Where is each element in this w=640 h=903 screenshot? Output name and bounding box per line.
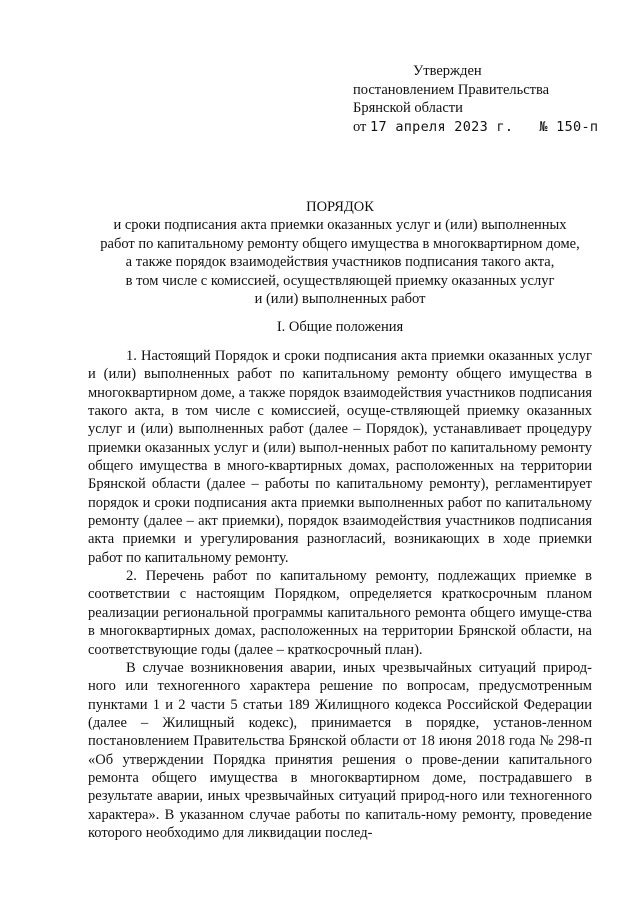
paragraph: 1. Настоящий Порядок и сроки подписания акта приемки оказанных услуг и (или) выполненных работ по капитальному ремонту общего имущества в многоквартирном доме, а также порядок взаимодействия участников подписания такого акта, в том числе с комиссией, осуще-ствляющей приемку оказанных услуг и (или) выполненных работ (далее – Порядок), устанавливает процедуру приемки оказанных услуг и (или) выпол-ненных работ по капитальному ремонту общего имущества в много-квартирных домах, расположенных на территории Брянской области (далее – работы по капитальному ремонту), регламентирует порядок и сроки подписания акта приемки выполненных работ по капитальному ремонту (далее – акт приемки), порядок взаимодействия участников подписания акта приемки и урегулирования разногласий, возникающих в ходе приемки работ по капитальному ремонту. <box>88 348 592 566</box>
date-prefix: от <box>353 118 367 135</box>
paragraph: 2. Перечень работ по капитальному ремонту, подлежащих приемке в соответствии с настоящим Порядком, определяется краткосрочным планом реализации региональной программы капитального ремонта общего имуще-ства в многоквартирных домах, расположенных на территории Брянской области, на соответствующие годы (далее – краткосрочный план). <box>88 568 592 658</box>
approval-region: Брянской области <box>353 100 463 116</box>
approval-date-line <box>353 118 598 137</box>
approval-authority: постановлением Правительства <box>353 81 550 98</box>
document-subtitle-line: в том числе с комиссией, осуществляющей приемку оказанных услуг <box>125 272 555 289</box>
document-heading: ПОРЯДОК <box>306 199 374 215</box>
paragraph: В случае возникновения аварии, иных чрезвычайных ситуаций природ-ного или техногенного характера решение по вопросам, предусмотренным пунктами 1 и 2 части 5 статьи 189 Жилищного кодекса Российской Федерации (далее – Жилищный кодекс), принимается в порядке, установ-ленном постановлением Правительства Брянской области от 18 июня 2018 года № 298-п «Об утверждении Порядка принятия решения о прове-дении капитального ремонта общего имущества в многоквартирном доме, пострадавшего в результате аварии, иных чрезвычайных ситуаций природ-ного или техногенного характера». В указанном случае работы по капиталь-ному ремонту, проведение которого необходимо для ликвидации послед- <box>88 659 592 841</box>
section-heading: I. Общие положения <box>276 319 404 335</box>
document-subtitle-line: и сроки подписания акта приемки оказанных услуг и (или) выполненных <box>113 217 567 234</box>
document-subtitle-line: и (или) выполненных работ <box>254 291 426 308</box>
approval-date: 17 апреля 2023 г. <box>370 118 514 135</box>
approval-title: Утвержден <box>413 63 482 79</box>
approval-stamp <box>353 62 598 136</box>
document-subtitle-line: а также порядок взаимодействия участников подписания такого акта, <box>125 254 555 271</box>
document-body <box>88 347 592 842</box>
document-subtitle-line: работ по капитальному ремонту общего имущества в многоквартирном доме, <box>100 235 580 252</box>
document-title-block <box>80 198 600 308</box>
approval-number: № 150-п <box>539 118 599 135</box>
